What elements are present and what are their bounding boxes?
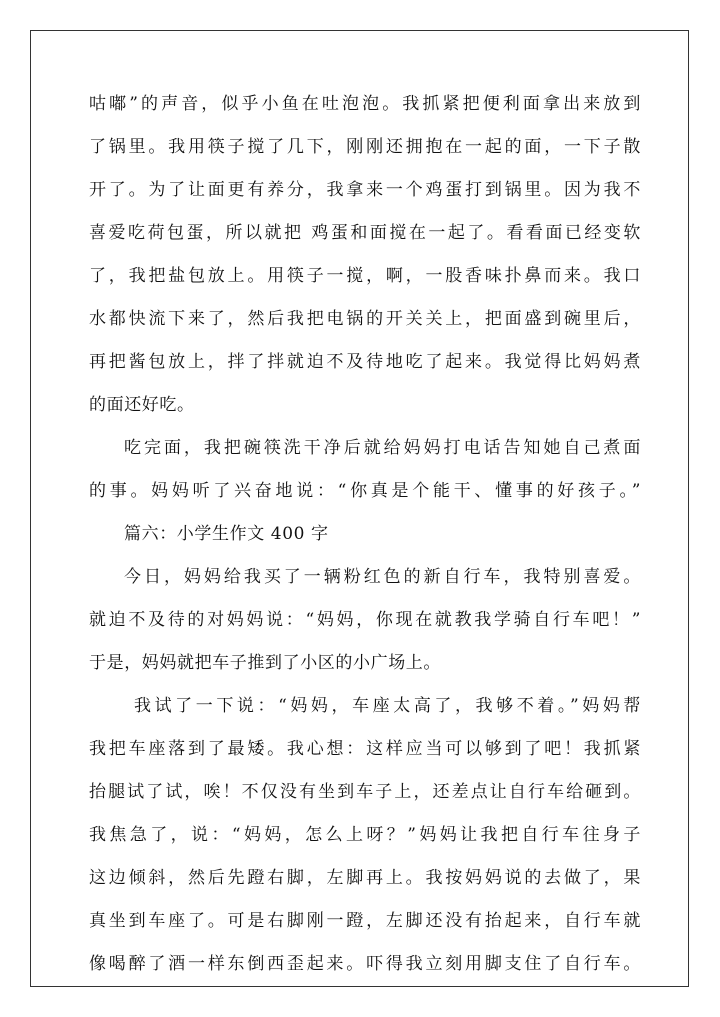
paragraph-start-line: 我试了一下说：“妈妈，车座太高了，我够不着。”妈妈帮 <box>134 696 641 716</box>
text-line: 了锅里。我用筷子搅了几下，刚刚还拥抱在一起的面，一下子散 <box>89 137 641 157</box>
text-line: 这边倾斜，然后先蹬右脚，左脚再上。我按妈妈说的去做了，果 <box>89 868 641 888</box>
text-line: 我焦急了，说：“妈妈，怎么上呀？”妈妈让我把自行车往身子 <box>89 825 641 845</box>
text-line: 了，我把盐包放上。用筷子一搅，啊，一股香味扑鼻而来。我口 <box>89 266 641 286</box>
text-line: 的面还好吃。 <box>89 395 195 415</box>
text-line: 的事。妈妈听了兴奋地说：“你真是个能干、懂事的好孩子。” <box>89 481 641 501</box>
text-line: 开了。为了让面更有养分，我拿来一个鸡蛋打到锅里。因为我不 <box>89 180 641 200</box>
paragraph-start-line: 吃完面，我把碗筷洗干净后就给妈妈打电话告知她自己煮面 <box>124 438 641 458</box>
text-line: 水都快流下来了，然后我把电锅的开关关上，把面盛到碗里后， <box>89 309 641 329</box>
text-line: 再把酱包放上，拌了拌就迫不及待地吃了起来。我觉得比妈妈煮 <box>89 352 641 372</box>
text-line: 于是，妈妈就把车子推到了小区的小广场上。 <box>89 653 441 673</box>
text-line: 我把车座落到了最矮。我心想：这样应当可以够到了吧！我抓紧 <box>89 739 641 759</box>
text-line: 就迫不及待的对妈妈说：“妈妈，你现在就教我学骑自行车吧！” <box>89 610 641 630</box>
paragraph-start-line: 今日，妈妈给我买了一辆粉红色的新自行车，我特别喜爱。 <box>124 567 641 587</box>
text-line: 喜爱吃荷包蛋，所以就把 鸡蛋和面搅在一起了。看看面已经变软 <box>89 223 641 243</box>
section-heading: 篇六：小学生作文 400 字 <box>124 524 329 544</box>
text-line: 咕嘟”的声音，似乎小鱼在吐泡泡。我抓紧把便利面拿出来放到 <box>89 94 641 114</box>
text-line: 像喝醉了酒一样东倒西歪起来。吓得我立刻用脚支住了自行车。 <box>89 954 641 974</box>
text-line: 真坐到车座了。可是右脚刚一蹬，左脚还没有抬起来，自行车就 <box>89 911 641 931</box>
text-line: 抬腿试了试，唉！不仅没有坐到车子上，还差点让自行车给砸到。 <box>89 782 641 802</box>
